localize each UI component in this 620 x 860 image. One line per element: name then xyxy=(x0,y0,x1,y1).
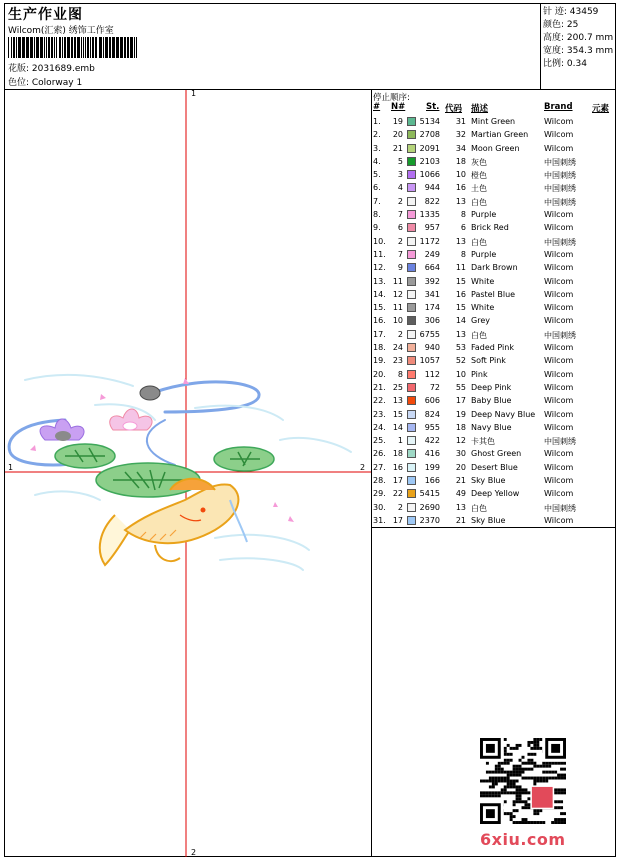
design-file: 花版: 2031689.emb xyxy=(8,64,95,74)
row-code: 13 xyxy=(455,329,466,339)
row-needle: 8 xyxy=(397,369,403,379)
row-code: 21 xyxy=(455,476,466,486)
table-row xyxy=(371,156,616,169)
table-row xyxy=(371,196,616,209)
row-description: Purple xyxy=(471,210,497,220)
row-description: 土色 xyxy=(471,184,487,194)
row-number: 12. xyxy=(373,263,386,273)
color-swatch xyxy=(407,130,416,139)
color-swatch xyxy=(407,489,416,498)
stop-sequence-list xyxy=(371,116,616,528)
color-swatch xyxy=(407,277,416,286)
lily-pads xyxy=(55,444,274,497)
row-brand: Wilcom xyxy=(544,117,574,126)
col-code: 代码 xyxy=(445,104,463,114)
row-needle: 6 xyxy=(397,223,403,233)
row-number: 22. xyxy=(373,396,386,406)
table-row xyxy=(371,329,616,342)
row-needle: 2 xyxy=(397,196,403,206)
color-swatch xyxy=(407,197,416,206)
row-brand: Wilcom xyxy=(544,409,574,419)
row-number: 23. xyxy=(373,409,386,419)
color-swatch xyxy=(407,157,416,166)
row-brand: 中国刺绣 xyxy=(544,237,576,247)
row-brand: 中国刺绣 xyxy=(544,503,576,513)
color-swatch xyxy=(407,463,416,472)
row-needle: 3 xyxy=(397,170,403,180)
color-swatch xyxy=(407,223,416,232)
row-code: 10 xyxy=(455,369,466,379)
row-needle: 11 xyxy=(392,303,403,313)
row-description: Baby Blue xyxy=(471,396,512,406)
row-description: Faded Pink xyxy=(471,343,514,353)
row-needle: 1 xyxy=(397,436,403,446)
table-row xyxy=(371,502,616,515)
row-brand: Wilcom xyxy=(544,249,574,259)
stat-width: 宽度: 354.3 mm xyxy=(543,46,614,56)
row-code: 20 xyxy=(455,462,466,472)
row-stitches: 6755 xyxy=(419,329,440,339)
col-element: 元素 xyxy=(592,104,610,114)
row-code: 32 xyxy=(455,130,466,140)
color-swatch xyxy=(407,117,416,126)
row-description: Purple xyxy=(471,249,497,259)
row-number: 6. xyxy=(373,183,381,193)
row-number: 2. xyxy=(373,130,381,140)
row-brand: Wilcom xyxy=(544,210,574,220)
row-description: Grey xyxy=(471,316,490,326)
row-brand: Wilcom xyxy=(544,263,574,273)
row-description: Dark Brown xyxy=(471,263,518,273)
row-needle: 16 xyxy=(392,462,403,472)
row-code: 31 xyxy=(455,117,466,126)
row-number: 24. xyxy=(373,422,386,432)
row-description: Deep Navy Blue xyxy=(471,409,536,419)
design-preview xyxy=(5,90,371,857)
row-code: 19 xyxy=(455,409,466,419)
row-stitches: 422 xyxy=(424,436,440,446)
row-stitches: 5134 xyxy=(419,117,440,126)
row-brand: Wilcom xyxy=(544,316,574,326)
row-brand: Wilcom xyxy=(544,462,574,472)
table-row xyxy=(371,409,616,422)
row-needle: 2 xyxy=(397,502,403,512)
row-needle: 2 xyxy=(397,236,403,246)
row-code: 6 xyxy=(460,223,466,233)
row-code: 11 xyxy=(455,263,466,273)
table-row xyxy=(371,209,616,222)
row-number: 4. xyxy=(373,156,381,166)
row-stitches: 664 xyxy=(424,263,440,273)
row-number: 5. xyxy=(373,170,381,180)
row-stitches: 166 xyxy=(424,476,440,486)
row-number: 28. xyxy=(373,476,386,486)
row-number: 25. xyxy=(373,436,386,446)
table-row xyxy=(371,488,616,501)
table-row xyxy=(371,249,616,262)
row-description: 灰色 xyxy=(471,157,487,167)
table-row xyxy=(371,143,616,156)
row-stitches: 72 xyxy=(429,382,440,392)
row-needle: 20 xyxy=(392,130,403,140)
row-code: 12 xyxy=(455,436,466,446)
row-code: 49 xyxy=(455,489,466,499)
row-needle: 14 xyxy=(392,422,403,432)
row-stitches: 2690 xyxy=(419,502,440,512)
row-code: 13 xyxy=(455,502,466,512)
row-number: 18. xyxy=(373,343,386,353)
row-code: 10 xyxy=(455,170,466,180)
axis-marker-right: 2 xyxy=(360,463,366,472)
row-description: Desert Blue xyxy=(471,462,518,472)
table-row xyxy=(371,382,616,395)
row-stitches: 822 xyxy=(424,196,440,206)
row-number: 14. xyxy=(373,289,386,299)
row-number: 21. xyxy=(373,382,386,392)
row-brand: Wilcom xyxy=(544,130,574,140)
row-code: 55 xyxy=(455,382,466,392)
row-needle: 21 xyxy=(392,143,403,153)
row-number: 11. xyxy=(373,249,386,259)
color-swatch xyxy=(407,356,416,365)
table-row xyxy=(371,435,616,448)
row-description: Soft Pink xyxy=(471,356,506,366)
row-number: 17. xyxy=(373,329,386,339)
stop-sequence-header xyxy=(371,102,616,115)
barcode xyxy=(8,37,140,58)
row-brand: Wilcom xyxy=(544,449,574,459)
row-description: Ghost Green xyxy=(471,449,522,459)
row-needle: 22 xyxy=(392,489,403,499)
row-needle: 5 xyxy=(397,156,403,166)
row-description: Navy Blue xyxy=(471,422,512,432)
row-description: 白色 xyxy=(471,330,487,340)
row-needle: 13 xyxy=(392,396,403,406)
row-stitches: 1057 xyxy=(419,356,440,366)
col-no: # xyxy=(373,102,381,112)
stats-divider xyxy=(540,3,541,89)
row-code: 18 xyxy=(455,422,466,432)
color-swatch xyxy=(407,144,416,153)
row-stitches: 2708 xyxy=(419,130,440,140)
row-stitches: 1335 xyxy=(419,210,440,220)
row-needle: 10 xyxy=(392,316,403,326)
row-needle: 15 xyxy=(392,409,403,419)
row-brand: 中国刺绣 xyxy=(544,184,576,194)
row-code: 15 xyxy=(455,276,466,286)
row-description: 白色 xyxy=(471,503,487,513)
row-brand: 中国刺绣 xyxy=(544,171,576,181)
color-swatch xyxy=(407,290,416,299)
row-brand: Wilcom xyxy=(544,356,574,366)
table-row xyxy=(371,448,616,461)
table-row xyxy=(371,355,616,368)
row-description: Martian Green xyxy=(471,130,529,140)
row-code: 8 xyxy=(460,210,466,220)
col-desc: 描述 xyxy=(471,104,489,114)
row-code: 14 xyxy=(455,316,466,326)
row-description: Sky Blue xyxy=(471,476,506,486)
row-number: 3. xyxy=(373,143,381,153)
row-number: 8. xyxy=(373,210,381,220)
row-stitches: 249 xyxy=(424,249,440,259)
row-brand: Wilcom xyxy=(544,489,574,499)
row-needle: 17 xyxy=(392,476,403,486)
table-row xyxy=(371,369,616,382)
table-row xyxy=(371,289,616,302)
row-brand: Wilcom xyxy=(544,289,574,299)
color-swatch xyxy=(407,396,416,405)
table-row xyxy=(371,116,616,129)
row-stitches: 199 xyxy=(424,462,440,472)
colorway: 色位: Colorway 1 xyxy=(8,78,83,88)
row-brand: Wilcom xyxy=(544,276,574,286)
row-description: Mint Green xyxy=(471,117,516,126)
row-stitches: 940 xyxy=(424,343,440,353)
color-swatch xyxy=(407,343,416,352)
row-description: Deep Pink xyxy=(471,382,512,392)
watermark: 6xiu.com xyxy=(480,830,566,849)
row-description: Moon Green xyxy=(471,143,520,153)
row-brand: Wilcom xyxy=(544,303,574,313)
row-needle: 7 xyxy=(397,210,403,220)
row-stitches: 944 xyxy=(424,183,440,193)
row-stitches: 392 xyxy=(424,276,440,286)
row-brand: Wilcom xyxy=(544,422,574,432)
row-needle: 9 xyxy=(397,263,403,273)
row-description: Pink xyxy=(471,369,488,379)
table-row xyxy=(371,422,616,435)
row-description: White xyxy=(471,303,495,313)
row-needle: 11 xyxy=(392,276,403,286)
color-swatch xyxy=(407,449,416,458)
row-code: 15 xyxy=(455,303,466,313)
row-stitches: 606 xyxy=(424,396,440,406)
row-needle: 12 xyxy=(392,289,403,299)
row-needle: 2 xyxy=(397,329,403,339)
row-number: 20. xyxy=(373,369,386,379)
stat-height: 高度: 200.7 mm xyxy=(543,33,614,43)
row-code: 17 xyxy=(455,396,466,406)
row-stitches: 1066 xyxy=(419,170,440,180)
row-description: Deep Yellow xyxy=(471,489,520,499)
row-number: 9. xyxy=(373,223,381,233)
axis-marker-bottom: 2 xyxy=(191,848,197,857)
row-stitches: 955 xyxy=(424,422,440,432)
row-needle: 23 xyxy=(392,356,403,366)
color-swatch xyxy=(407,383,416,392)
row-description: White xyxy=(471,276,495,286)
color-swatch xyxy=(407,423,416,432)
color-swatch xyxy=(407,183,416,192)
table-row xyxy=(371,515,616,528)
row-number: 16. xyxy=(373,316,386,326)
stat-stitches: 针 迹: 43459 xyxy=(543,7,599,17)
row-description: 橙色 xyxy=(471,171,487,181)
row-stitches: 1172 xyxy=(419,236,440,246)
row-number: 15. xyxy=(373,303,386,313)
row-needle: 18 xyxy=(392,449,403,459)
stop-sequence-title: 停止顺序: xyxy=(373,93,410,103)
row-needle: 25 xyxy=(392,382,403,392)
row-code: 52 xyxy=(455,356,466,366)
row-number: 10. xyxy=(373,236,386,246)
row-code: 53 xyxy=(455,343,466,353)
table-row xyxy=(371,182,616,195)
table-row xyxy=(371,395,616,408)
table-row xyxy=(371,315,616,328)
table-row xyxy=(371,169,616,182)
color-swatch xyxy=(407,170,416,179)
col-brand: Brand xyxy=(544,102,573,112)
row-stitches: 174 xyxy=(424,303,440,313)
color-swatch xyxy=(407,436,416,445)
row-brand: 中国刺绣 xyxy=(544,437,576,447)
row-code: 34 xyxy=(455,143,466,153)
color-swatch xyxy=(407,316,416,325)
row-description: Pastel Blue xyxy=(471,289,516,299)
row-brand: Wilcom xyxy=(544,343,574,353)
row-number: 26. xyxy=(373,449,386,459)
color-swatch xyxy=(407,250,416,259)
row-stitches: 2370 xyxy=(419,515,440,525)
qr-code xyxy=(480,738,566,824)
color-swatch xyxy=(407,503,416,512)
row-stitches: 306 xyxy=(424,316,440,326)
table-row xyxy=(371,462,616,475)
color-swatch xyxy=(407,210,416,219)
row-brand: 中国刺绣 xyxy=(544,197,576,207)
color-swatch xyxy=(407,476,416,485)
row-number: 29. xyxy=(373,489,386,499)
row-code: 30 xyxy=(455,449,466,459)
col-needle: N# xyxy=(391,102,406,112)
row-brand: Wilcom xyxy=(544,515,574,525)
row-code: 13 xyxy=(455,236,466,246)
row-code: 21 xyxy=(455,515,466,525)
color-swatch xyxy=(407,330,416,339)
row-stitches: 824 xyxy=(424,409,440,419)
row-number: 30. xyxy=(373,502,386,512)
row-stitches: 2103 xyxy=(419,156,440,166)
row-stitches: 416 xyxy=(424,449,440,459)
page-title: 生产作业图 xyxy=(8,7,83,23)
table-row xyxy=(371,262,616,275)
col-stitches: St. xyxy=(426,102,440,112)
color-swatch xyxy=(407,263,416,272)
table-row xyxy=(371,276,616,289)
row-stitches: 957 xyxy=(424,223,440,233)
color-swatch xyxy=(407,370,416,379)
row-code: 8 xyxy=(460,249,466,259)
row-code: 13 xyxy=(455,196,466,206)
row-brand: 中国刺绣 xyxy=(544,330,576,340)
table-row xyxy=(371,302,616,315)
row-stitches: 112 xyxy=(424,369,440,379)
stat-colors: 颜色: 25 xyxy=(543,20,579,30)
row-needle: 4 xyxy=(397,183,403,193)
row-description: Sky Blue xyxy=(471,515,506,525)
row-number: 27. xyxy=(373,462,386,472)
stat-scale: 比例: 0.34 xyxy=(543,59,587,69)
table-row xyxy=(371,475,616,488)
row-number: 1. xyxy=(373,117,381,126)
row-description: Brick Red xyxy=(471,223,509,233)
row-brand: Wilcom xyxy=(544,223,574,233)
row-stitches: 341 xyxy=(424,289,440,299)
stats-panel xyxy=(543,6,615,71)
axis-marker-top: 1 xyxy=(191,90,197,98)
row-needle: 19 xyxy=(392,117,403,126)
row-brand: Wilcom xyxy=(544,382,574,392)
row-description: 白色 xyxy=(471,197,487,207)
row-code: 16 xyxy=(455,289,466,299)
table-row xyxy=(371,129,616,142)
row-code: 18 xyxy=(455,156,466,166)
row-number: 13. xyxy=(373,276,386,286)
row-description: 卡其色 xyxy=(471,437,495,447)
row-number: 7. xyxy=(373,196,381,206)
table-row xyxy=(371,236,616,249)
color-swatch xyxy=(407,303,416,312)
row-needle: 17 xyxy=(392,515,403,525)
table-row xyxy=(371,222,616,235)
row-brand: 中国刺绣 xyxy=(544,157,576,167)
row-number: 19. xyxy=(373,356,386,366)
row-brand: Wilcom xyxy=(544,143,574,153)
row-brand: Wilcom xyxy=(544,396,574,406)
color-swatch xyxy=(407,237,416,246)
row-brand: Wilcom xyxy=(544,369,574,379)
row-description: 白色 xyxy=(471,237,487,247)
row-needle: 7 xyxy=(397,249,403,259)
row-number: 31. xyxy=(373,515,386,525)
axis-marker-left: 1 xyxy=(8,463,14,472)
row-code: 16 xyxy=(455,183,466,193)
table-row xyxy=(371,342,616,355)
color-swatch xyxy=(407,410,416,419)
row-stitches: 5415 xyxy=(419,489,440,499)
studio-name: Wilcom(汇索) 绣饰工作室 xyxy=(8,26,114,36)
row-needle: 24 xyxy=(392,343,403,353)
color-swatch xyxy=(407,516,416,525)
row-brand: Wilcom xyxy=(544,476,574,486)
row-stitches: 2091 xyxy=(419,143,440,153)
